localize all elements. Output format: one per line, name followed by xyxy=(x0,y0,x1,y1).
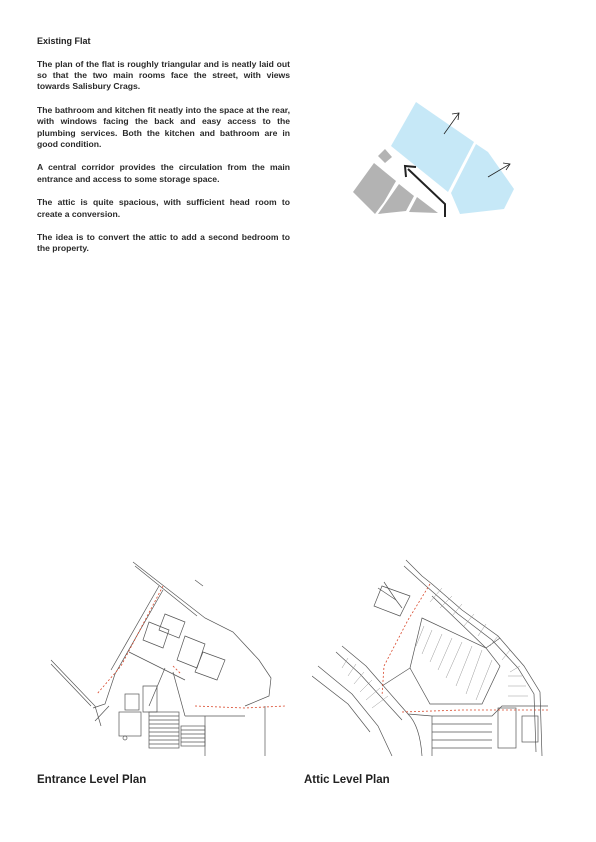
body-text xyxy=(37,59,290,267)
paragraph-3: A central corridor provides the circulation from the main entrance and access to some storage space. xyxy=(37,162,290,184)
paragraph-4: The attic is quite spacious, with sufficient head room to create a conversion. xyxy=(37,197,290,219)
entrance-plan-caption: Entrance Level Plan xyxy=(37,774,147,786)
entrance-level-plan xyxy=(45,556,285,760)
stair xyxy=(408,708,538,756)
service-room-1 xyxy=(378,149,392,163)
stair xyxy=(149,712,205,748)
paragraph-1: The plan of the flat is roughly triangular and is neatly laid out so that the two main rooms face the street, with views towards Salisbury Crags. xyxy=(37,59,290,92)
section-title: Existing Flat xyxy=(37,36,91,46)
paragraph-5: The idea is to convert the attic to add a second bedroom to the property. xyxy=(37,232,290,254)
service-room-4 xyxy=(409,197,438,213)
attic-level-plan xyxy=(312,556,548,760)
attic-plan-caption: Attic Level Plan xyxy=(304,774,390,786)
layout-diagram xyxy=(348,96,518,218)
roof-hatch xyxy=(342,588,528,708)
paragraph-2: The bathroom and kitchen fit neatly into the space at the rear, with windows facing the back and easy access to the plumbing services. Both the kitchen and bathroom are in good condition. xyxy=(37,105,290,149)
